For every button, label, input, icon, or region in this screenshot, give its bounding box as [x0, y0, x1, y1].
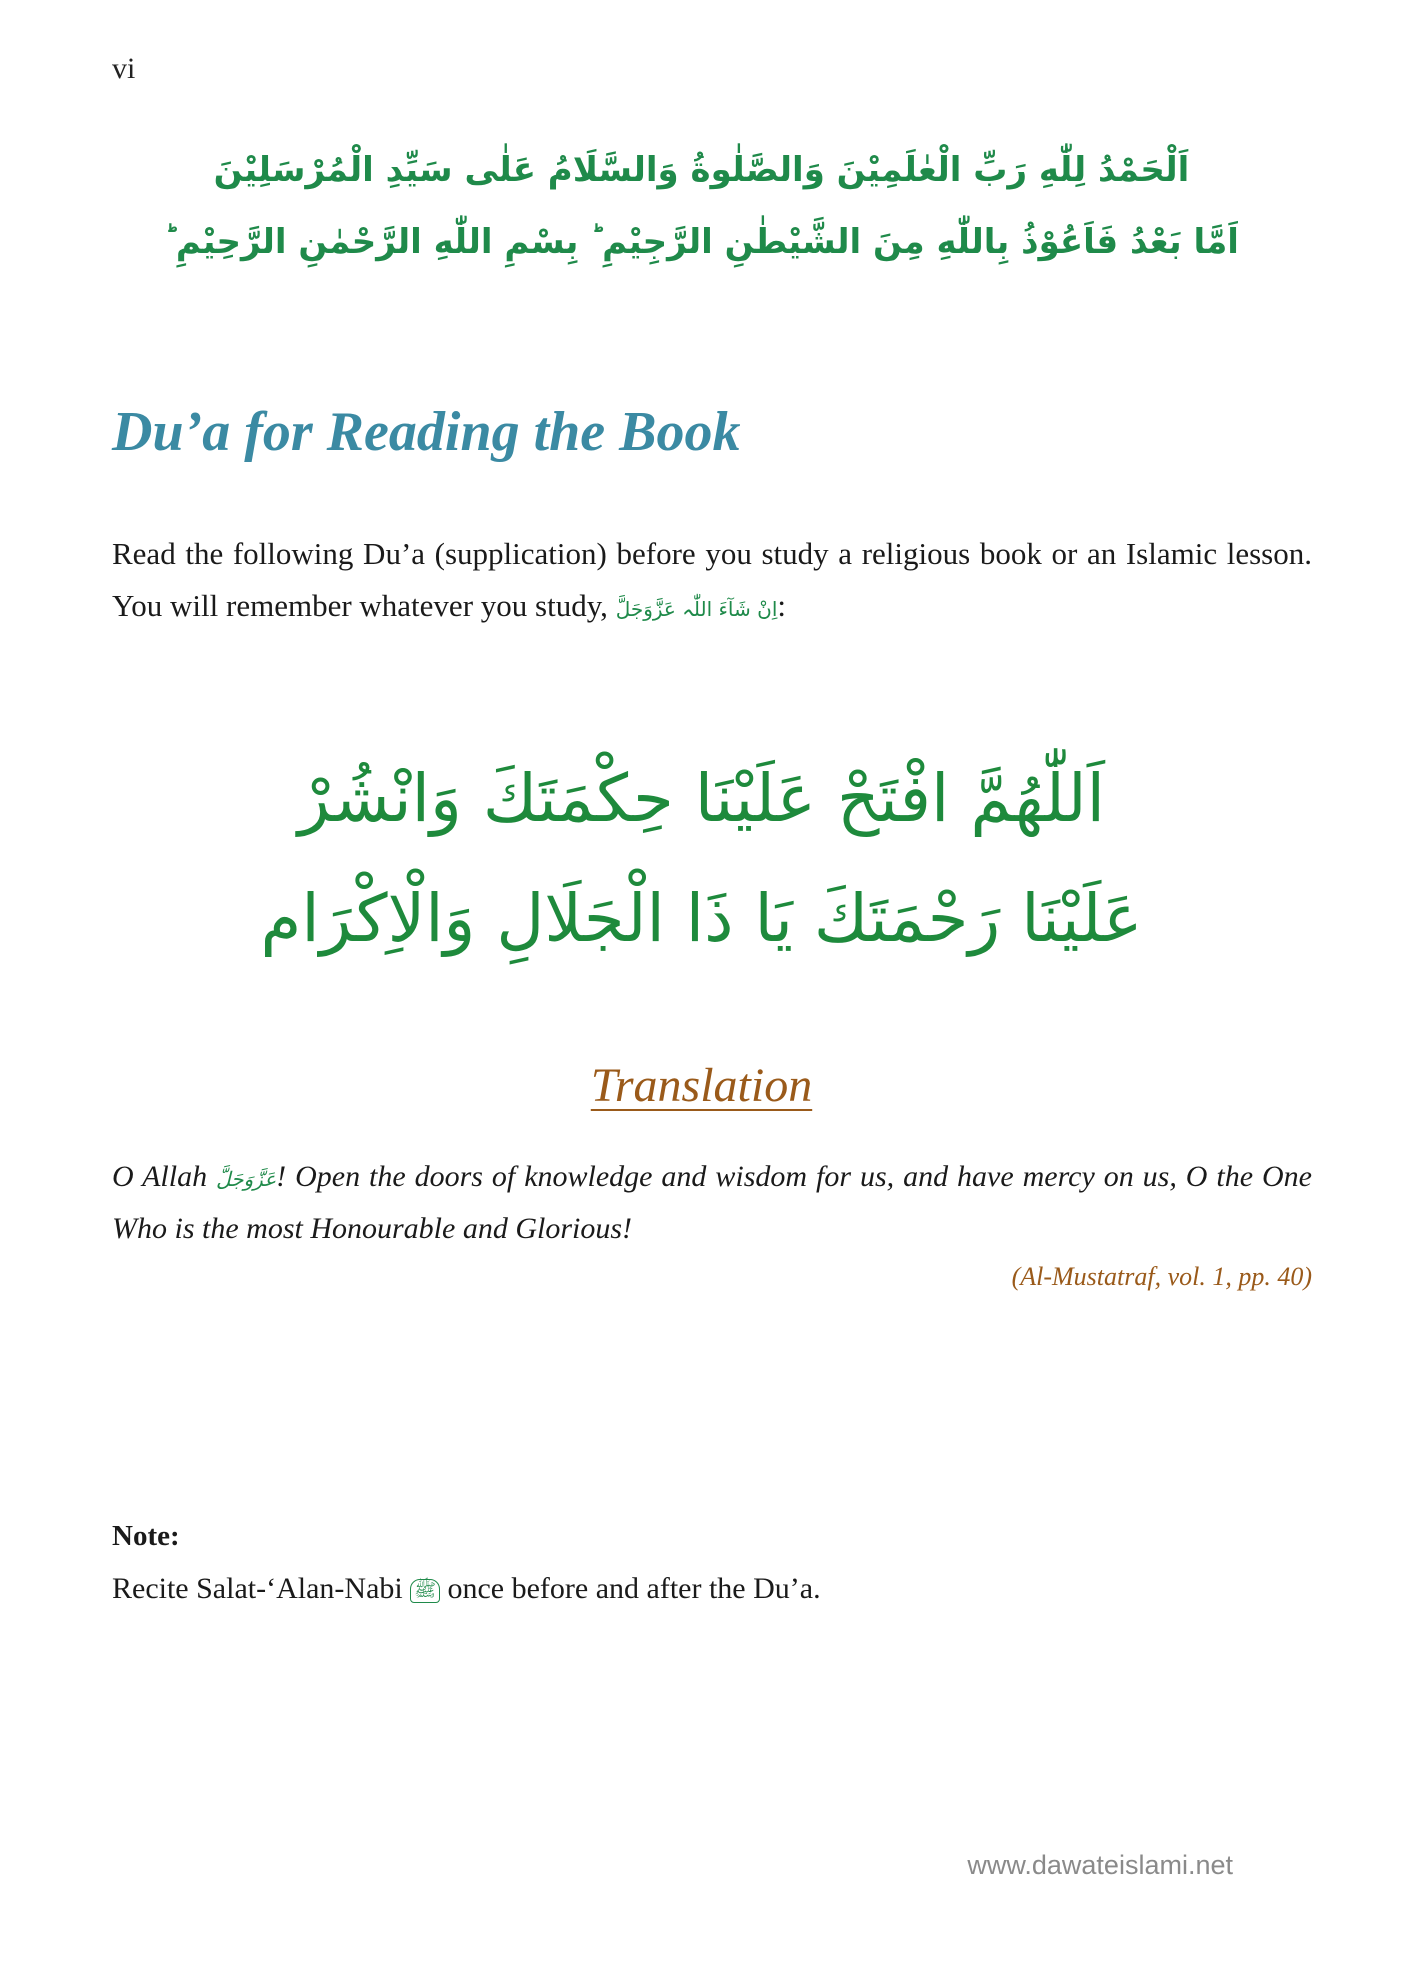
note-prefix: Recite Salat-‘Alan-Nabi: [112, 1572, 411, 1605]
translation-reference: (Al-Mustatraf, vol. 1, pp. 40): [1011, 1262, 1312, 1291]
intro-text: Read the following Du’a (supplication) before you study a religious book or an Islamic lesson. You will remember whatever you study,: [112, 536, 1312, 623]
inline-arabic-phrase: اِنْ شَآءَ اللّٰہ عَزَّوَجَلَّ: [615, 597, 778, 621]
translation-prefix: O Allah: [112, 1160, 217, 1193]
note-text: [112, 1572, 821, 1606]
translation-inline-arabic: عَزَّوَجَلَّ: [216, 1167, 277, 1191]
intro-paragraph: [112, 528, 1312, 635]
dua-arabic-line-1: اَللّٰهُمَّ افْتَحْ عَلَيْنَا حِكْمَتَكَ وَانْشُرْ: [298, 760, 1105, 837]
salat-calligraphy-icon: ﷺ: [410, 1579, 440, 1603]
note-suffix: once before and after the Du’a.: [439, 1572, 821, 1605]
translation-text: [112, 1152, 1312, 1254]
translation-heading-text: Translation: [590, 1059, 813, 1112]
section-heading: Du’a for Reading the Book: [112, 401, 741, 463]
intro-end: :: [777, 588, 787, 623]
footer-website: www.dawateislami.net: [967, 1850, 1233, 1880]
translation-heading: [0, 1058, 1403, 1113]
opening-invocation-line-2: اَمَّا بَعْدُ فَاَعُوْذُ بِاللّٰهِ مِنَ الشَّيْطٰنِ الرَّجِيْمِ ؕ بِسْمِ اللّٰهِ الرَّحْمٰنِ الرَّحِيْمِ ؕ: [164, 222, 1239, 262]
note-label: Note:: [112, 1520, 180, 1552]
page-number: vi: [112, 52, 136, 85]
opening-invocation-line-1: اَلْحَمْدُ لِلّٰهِ رَبِّ الْعٰلَمِيْنَ وَالصَّلٰوةُ وَالسَّلَامُ عَلٰى سَيِّدِ الْمُرْسَلِيْنَ: [213, 150, 1190, 190]
dua-arabic-line-2: عَلَيْنَا رَحْمَتَكَ يَا ذَا الْجَلَالِ وَالْاِكْرَام: [260, 880, 1143, 957]
translation-body: ! Open the doors of knowledge and wisdom for us, and have mercy on us, O the One Who is the most Honourable and Glorious!: [112, 1160, 1312, 1245]
